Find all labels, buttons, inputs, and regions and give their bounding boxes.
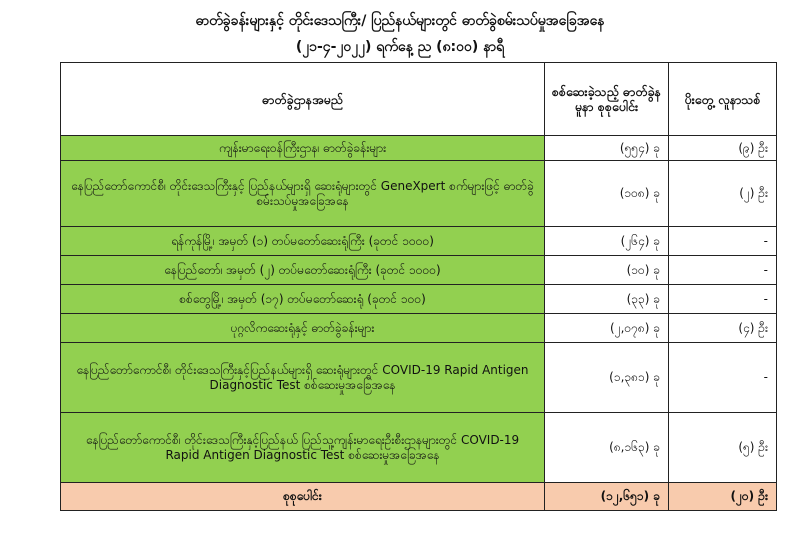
tested-cell: (၁၀၈) ခု: [545, 161, 669, 227]
table-row: [61, 161, 777, 227]
table-row: [61, 314, 777, 343]
testing-table: [60, 62, 777, 511]
table-row: [61, 136, 777, 161]
lab-name-cell: နေပြည်တော်၊ အမှတ် (၂) တပ်မတော်ဆေးရုံကြီး (ခုတင် ၁၀၀၀): [61, 256, 545, 285]
header-new-positive: ပိုးတွေ့ လူနာသစ်: [669, 63, 777, 136]
total-label: စုစုပေါင်း: [61, 483, 545, 511]
positive-cell: (၂) ဦး: [669, 161, 777, 227]
tested-cell: (၃၃) ခု: [545, 285, 669, 314]
total-tested: (၁၂,၆၅၁) ခု: [545, 483, 669, 511]
positive-cell: -: [669, 256, 777, 285]
tested-cell: (၈,၁၆၃) ခု: [545, 413, 669, 483]
table-body: [61, 136, 777, 511]
lab-name-cell: ကျန်းမာရေးဝန်ကြီးဌာန၊ ဓာတ်ခွဲခန်းများ: [61, 136, 545, 161]
table-row: [61, 413, 777, 483]
lab-name-cell: ရန်ကုန်မြို့၊ အမှတ် (၁) တပ်မတော်ဆေးရုံကြီး (ခုတင် ၁၀၀၀): [61, 227, 545, 256]
title-line-1: ဓာတ်ခွဲခန်းများနှင့် တိုင်းဒေသကြီး/ ပြည်နယ်များတွင် ဓာတ်ခွဲစမ်းသပ်မှုအခြေအနေ: [195, 13, 605, 29]
tested-cell: (၂၆၄) ခု: [545, 227, 669, 256]
positive-cell: -: [669, 285, 777, 314]
lab-name-cell: နေပြည်တော်ကောင်စီ၊ တိုင်းဒေသကြီးနှင့် ပြည်နယ်များရှိ ဆေးရုံများတွင် GeneXpert စက်များဖြင့် ဓာတ်ခွဲစမ်းသပ်မှုအခြေအနေ: [61, 161, 545, 227]
table-row: [61, 343, 777, 413]
tested-cell: (၁၀) ခု: [545, 256, 669, 285]
tested-cell: (၂,၀၇၈) ခု: [545, 314, 669, 343]
header-lab-name: ဓာတ်ခွဲဌာနအမည်: [61, 63, 545, 136]
tested-cell: (၅၅၄) ခု: [545, 136, 669, 161]
lab-name-cell: နေပြည်တော်ကောင်စီ၊ တိုင်းဒေသကြီးနှင့်ပြည်နယ် ပြည်သူ့ကျန်းမာရေးဦးစီးဌာနများတွင် COVID-19 Rapid Antigen Diagnostic Test စစ်ဆေးမှုအခြေအနေ: [61, 413, 545, 483]
lab-name-cell: စစ်တွေမြို့၊ အမှတ် (၁၇) တပ်မတော်ဆေးရုံ (ခုတင် ၁၀၀): [61, 285, 545, 314]
positive-cell: (၄) ဦး: [669, 314, 777, 343]
positive-cell: (၅) ဦး: [669, 413, 777, 483]
positive-cell: -: [669, 227, 777, 256]
table-row: [61, 227, 777, 256]
table-row: [61, 256, 777, 285]
positive-cell: (၉) ဦး: [669, 136, 777, 161]
total-row: [61, 483, 777, 511]
positive-cell: -: [669, 343, 777, 413]
title-line-2: (၂၁-၄-၂၀၂၂) ရက်နေ့ ည (၈:၀၀) နာရီ: [295, 39, 505, 55]
lab-name-cell: ပုဂ္ဂလိကဆေးရုံနှင့် ဓာတ်ခွဲခန်းများ: [61, 314, 545, 343]
lab-name-cell: နေပြည်တော်ကောင်စီ၊ တိုင်းဒေသကြီးနှင့်ပြည်နယ်များရှိ ဆေးရုံများတွင် COVID-19 Rapid Antigen Diagnostic Test စစ်ဆေးမှုအခြေအနေ: [61, 343, 545, 413]
report-title: [0, 0, 800, 60]
header-row: [61, 63, 777, 136]
tested-cell: (၁,၃၈၁) ခု: [545, 343, 669, 413]
table-row: [61, 285, 777, 314]
total-positive: (၂၀) ဦး: [669, 483, 777, 511]
header-samples-tested: စစ်ဆေးခဲ့သည့် ဓာတ်ခွဲနမူနာ စုစုပေါင်း: [545, 63, 669, 136]
